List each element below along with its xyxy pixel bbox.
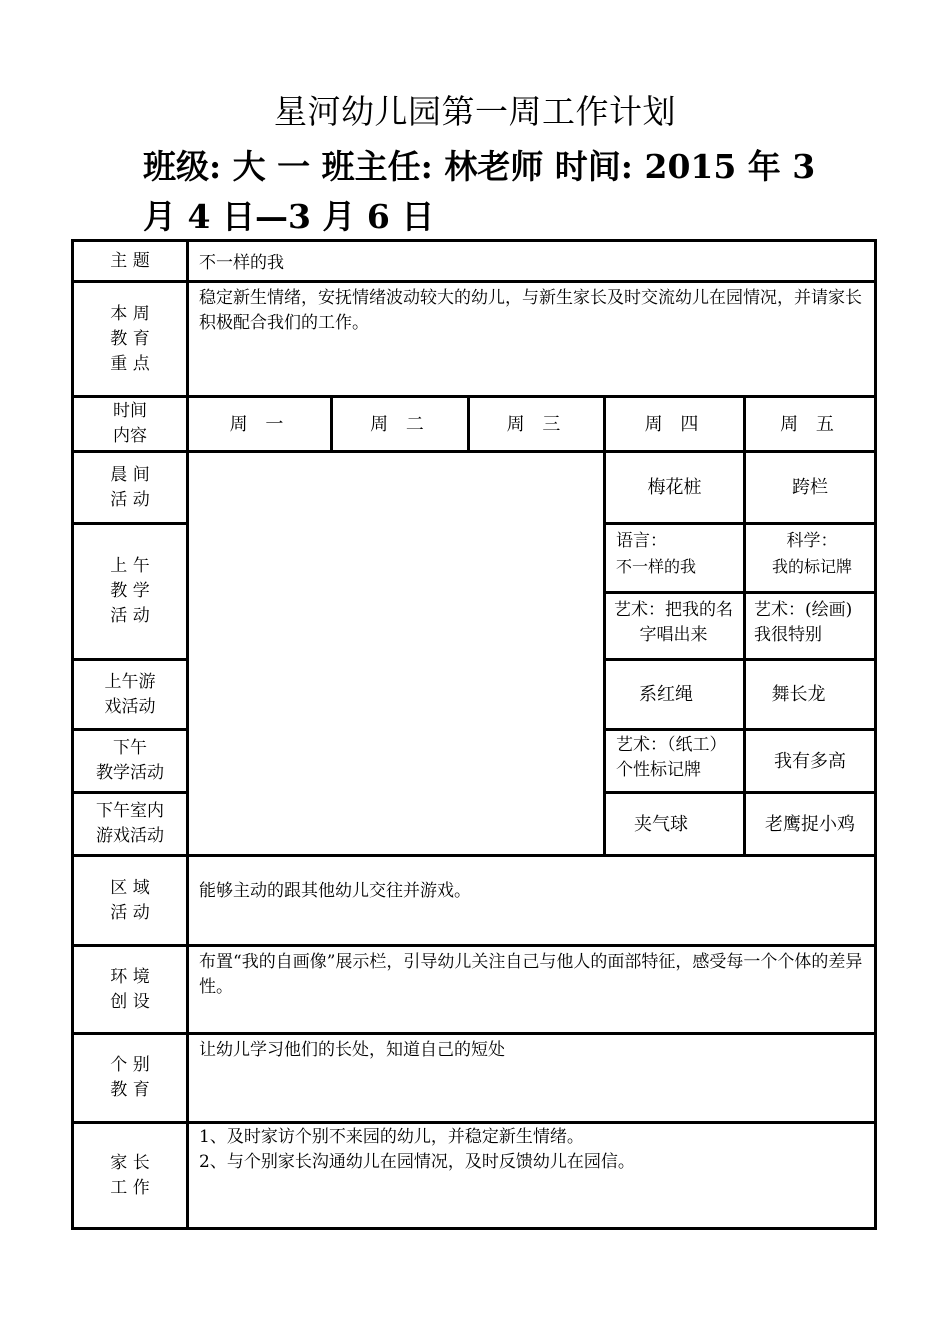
weekly-focus-label: 本 周 教 育 重 点 (110, 303, 150, 374)
am-teaching-label: 上 午 教 学 活 动 (110, 556, 150, 626)
am-game-label: 上午游 戏活动 (104, 671, 156, 717)
time-content-label: 时间 内容 (113, 401, 147, 446)
thu-pm-indoor-game: 夹气球 (634, 813, 688, 835)
day-wednesday: 周 三 (506, 413, 567, 435)
day-thursday: 周 四 (644, 413, 705, 435)
page-title: 星河幼儿园第一周工作计划 (274, 92, 676, 131)
theme-value: 不一样的我 (199, 253, 284, 273)
thu-am-game: 系红绳 (639, 684, 693, 705)
class-info-line-1: 班级: 大 一 班主任: 林老师 时间: 2015 年 3 (143, 147, 816, 186)
thu-am-teaching-2: 艺术：把我的名 字唱出来 (614, 600, 733, 645)
class-info-line-2: 月 4 日—3 月 6 日 (143, 197, 435, 236)
fri-am-teaching-2: 艺术：(绘画) 我很特别 (754, 600, 853, 645)
parent-work-value: 1、及时家访个别不来园的幼儿，并稳定新生情绪。 2、与个别家长沟通幼儿在园情况，及时反馈幼儿在园信。 (199, 1127, 635, 1172)
individual-education-label: 个 别 教 育 (110, 1055, 150, 1100)
fri-pm-indoor-game: 老鹰捉小鸡 (765, 813, 855, 835)
parent-work-label: 家 长 工 作 (110, 1152, 150, 1198)
morning-activity-label: 晨 间 活 动 (110, 464, 150, 510)
lesson-title: 我的标记牌 (771, 557, 852, 576)
weekly-plan-table (71, 239, 877, 1230)
thu-morning-activity: 梅花桩 (647, 477, 702, 498)
theme-label: 主 题 (110, 250, 150, 271)
row-divider (74, 854, 874, 857)
day-monday: 周 一 (229, 413, 290, 435)
subject-heading: 科学： (786, 531, 838, 551)
class-info-heading (143, 142, 833, 242)
environment-label: 环 境 创 设 (110, 966, 150, 1012)
thu-am-teaching-1 (606, 525, 743, 591)
weekly-focus-value: 稳定新生情绪，安抚情绪波动较大的幼儿，与新生家长及时交流幼儿在园情况，并请家长积极配合我们的工作。 (199, 288, 862, 333)
pm-teaching-label: 下午 教学活动 (96, 738, 164, 783)
lesson-title: 不一样的我 (616, 557, 697, 576)
day-friday: 周 五 (780, 413, 840, 435)
pm-indoor-game-label: 下午室内 游戏活动 (96, 801, 164, 846)
fri-morning-activity: 跨栏 (792, 477, 828, 498)
fri-pm-teaching: 我有多高 (774, 750, 846, 772)
environment-value: 布置“我的自画像”展示栏，引导幼儿关注自己与他人的面部特征，感受每一个个体的差异性。 (199, 952, 863, 997)
day-tuesday: 周 二 (370, 413, 430, 435)
area-activity-value: 能够主动的跟其他幼儿交往并游戏。 (199, 881, 471, 901)
subject-heading: 语言： (616, 531, 667, 551)
thu-pm-teaching: 艺术：（纸工） 个性标记牌 (616, 735, 727, 780)
fri-am-game: 舞长龙 (771, 684, 826, 705)
individual-education-value: 让幼儿学习他们的长处，知道自己的短处 (199, 1040, 505, 1060)
area-activity-label: 区 域 活 动 (110, 877, 150, 923)
fri-am-teaching-1 (746, 525, 874, 591)
